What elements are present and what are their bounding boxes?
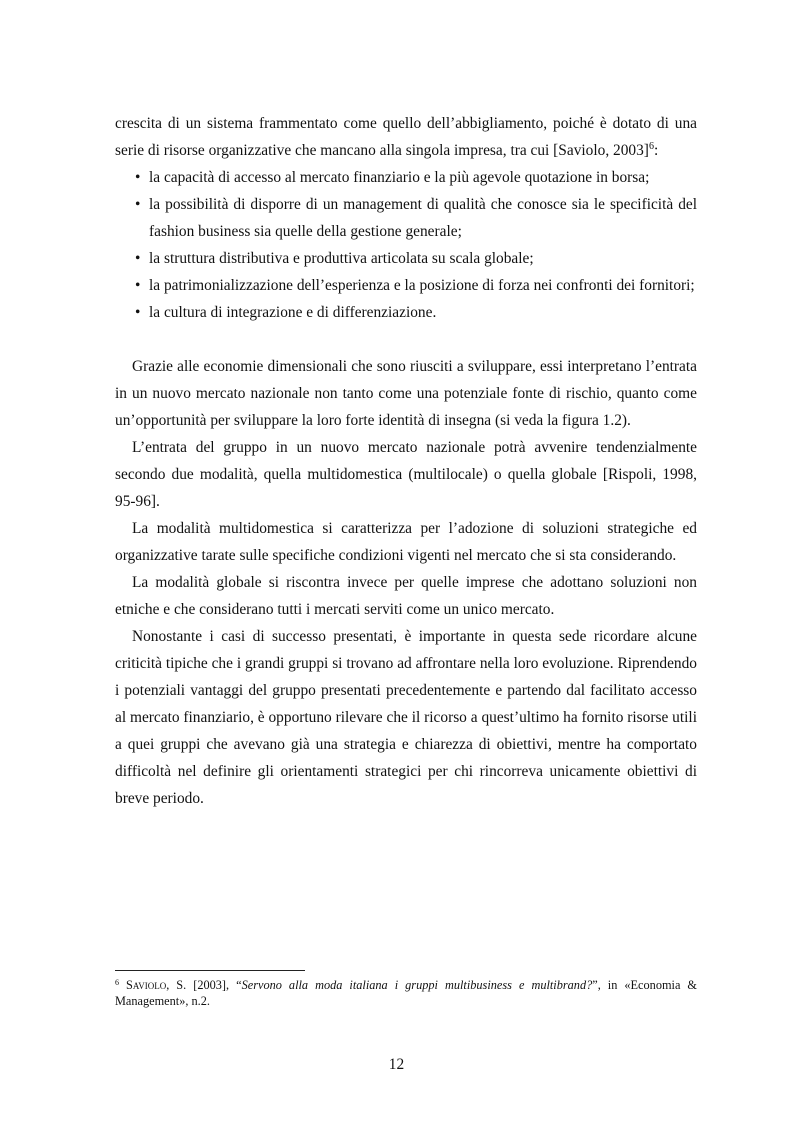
list-item-text: la patrimonializzazione dell’esperienza e la posizione di forza nei confronti dei fornitori; (149, 277, 695, 294)
page-number: 12 (388, 1056, 405, 1073)
body-paragraph: La modalità globale si riscontra invece per quelle imprese che adottano soluzioni non etniche e che considerano tutti i mercati serviti come un unico mercato. (115, 574, 697, 618)
list-item-text: la possibilità di disporre di un management di qualità che conosce sia le specificità del fashion business sia quelle della gestione generale; (149, 196, 697, 240)
footnote-number: 6 (115, 978, 119, 987)
footnote-source: ”, in «Economia & Management», n.2. (115, 978, 697, 1008)
list-item (135, 245, 697, 272)
bullet-icon: • (135, 169, 141, 186)
body-paragraph: Nonostante i casi di successo presentati, è importante in questa sede ricordare alcune criticità tipiche che i grandi gruppi si trovano ad affrontare nella loro evoluzione. Riprendendo i potenziali vantaggi del gruppo presentati precedentemente e partendo dal facilitato accesso al mercato finanziario, è opportuno rilevare che il ricorso a quest’ultimo ha fornito risorse utili a quei gruppi che avevano già una strategia e chiarezza di obiettivi, mentre ha comportato difficoltà nel definire gli orientamenti strategici per chi rincorreva unicamente obiettivi di breve periodo. (115, 628, 697, 807)
bullet-icon: • (135, 196, 141, 213)
footnote-author: Saviolo (126, 978, 167, 992)
intro-text: crescita di un sistema frammentato come quello dell’abbigliamento, poiché è dotato di una serie di risorse organizzative che mancano alla singola impresa, tra cui [Saviolo, 2003] (115, 115, 697, 159)
list-item (135, 299, 697, 326)
list-item-text: la struttura distributiva e produttiva articolata su scala globale; (149, 250, 534, 267)
bullet-icon: • (135, 250, 141, 267)
intro-paragraph (115, 110, 697, 164)
list-item (135, 191, 697, 245)
bullet-icon: • (135, 277, 141, 294)
footnote-divider (115, 970, 305, 971)
intro-end: : (653, 142, 659, 159)
bullet-icon: • (135, 304, 141, 321)
body-paragraph: Grazie alle economie dimensionali che sono riusciti a sviluppare, essi interpretano l’entrata in un nuovo mercato nazionale non tanto come una potenziale fonte di rischio, quanto come un’opportunità per sviluppare la loro forte identità di insegna (si veda la figura 1.2). (115, 358, 697, 429)
footnote-title: Servono alla moda italiana i gruppi multibusiness e multibrand? (241, 978, 593, 992)
footnote-reference[interactable]: 6 (648, 141, 654, 152)
list-item (135, 164, 697, 191)
body-paragraph: La modalità multidomestica si caratterizza per l’adozione di soluzioni strategiche ed organizzative tarate sulle specifiche condizioni vigenti nel mercato che si sta considerando. (115, 520, 697, 564)
body-paragraph: L’entrata del gruppo in un nuovo mercato nazionale potrà avvenire tendenzialmente secondo due modalità, quella multidomestica (multilocale) o quella globale [Rispoli, 1998, 95-96]. (115, 439, 697, 510)
bullet-list (115, 164, 697, 326)
footnote (115, 977, 697, 1009)
list-item (135, 272, 697, 299)
footnote-citation: , S. [2003], “ (166, 978, 242, 992)
list-item-text: la capacità di accesso al mercato finanziario e la più agevole quotazione in borsa; (149, 169, 650, 186)
list-item-text: la cultura di integrazione e di differenziazione. (149, 304, 437, 321)
page-body (115, 110, 697, 812)
paragraph-spacer (115, 326, 697, 353)
